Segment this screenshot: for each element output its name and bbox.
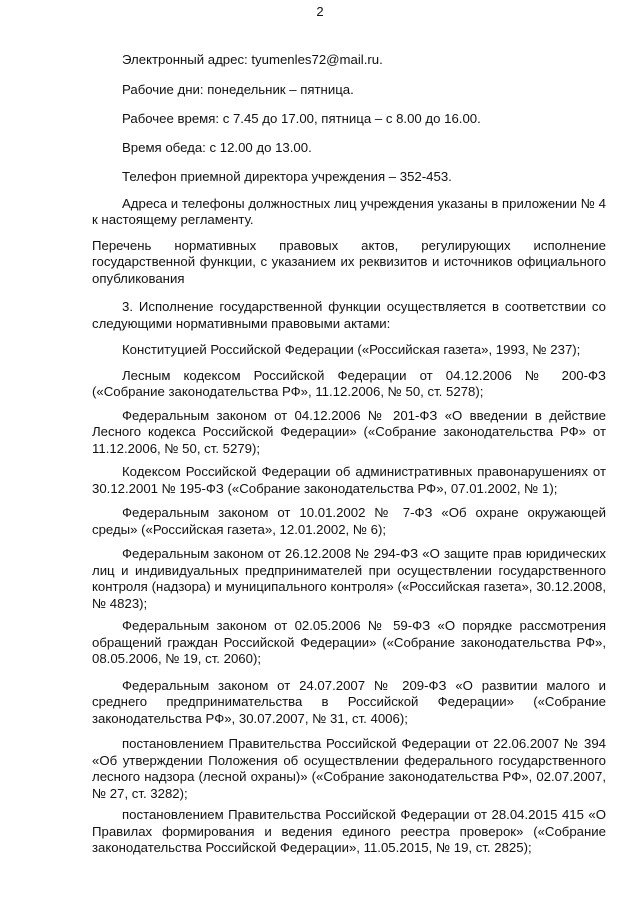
page-number: 2	[316, 4, 324, 19]
lunch-time: Время обеда: с 12.00 до 13.00.	[122, 139, 312, 155]
legal-act-item: Федеральным законом от 04.12.2006 № 201-ФЗ «О введении в действие Лесного кодекса Российской Федерации» («Собрание законодательства РФ» от 11.12.2006, № 50, ст. 5279);	[92, 407, 606, 456]
working-hours: Рабочее время: с 7.45 до 17.00, пятница – с 8.00 до 16.00.	[122, 111, 481, 126]
legal-act-item: Конституцией Российской Федерации («Российская газета», 1993, № 237);	[122, 342, 581, 357]
legal-act-item: Кодексом Российской Федерации об административных правонарушениях от 30.12.2001 № 195-ФЗ («Собрание законодательства РФ», 07.01.2002, № 1);	[92, 464, 606, 496]
contact-email: Электронный адрес: tyumenles72@mail.ru.	[122, 52, 383, 67]
reception-phone: Телефон приемной директора учреждения – 352-453.	[122, 169, 452, 184]
legal-act-item: постановлением Правительства Российской Федерации от 22.06.2007 № 394 «Об утверждении Положения об осуществлении федерального государственного лесного надзора (лесной охраны)» («Собрание законодательства РФ», 02.07.2007, № 27, ст. 3282);	[92, 736, 606, 801]
legal-act-item: Федеральным законом от 10.01.2002 № 7-ФЗ «Об охране окружающей среды» («Российская газета», 12.01.2002, № 6);	[92, 505, 606, 537]
document-body	[92, 52, 606, 857]
clause-3-intro: 3. Исполнение государственной функции осуществляется в соответствии со следующими нормативными правовыми актами:	[92, 299, 606, 331]
legal-act-item: постановлением Правительства Российской Федерации от 28.04.2015 415 «О Правилах формирования и ведения единого реестра проверок» («Собрание законодательства Российской Федерации», 11.05.2015, № 19, ст. 2825);	[92, 807, 606, 855]
legal-act-item: Федеральным законом от 26.12.2008 № 294-ФЗ «О защите прав юридических лиц и индивидуальных предпринимателей при осуществлении государственного контроля (надзора) и муниципального контроля» («Российская газета», 30.12.2008, № 4823);	[92, 546, 606, 611]
officials-contacts-note: Адреса и телефоны должностных лиц учреждения указаны в приложении № 4 к настоящему регламенту.	[92, 195, 606, 227]
section-heading: Перечень нормативных правовых актов, регулирующих исполнение государственной функции, с указанием их реквизитов и источников официального опубликования	[92, 237, 606, 286]
legal-act-item: Лесным кодексом Российской Федерации от 04.12.2006 № 200-ФЗ («Собрание законодательства РФ», 11.12.2006, № 50, ст. 5278);	[92, 367, 606, 399]
legal-act-item: Федеральным законом от 24.07.2007 № 209-ФЗ «О развитии малого и среднего предпринимательства в Российской Федерации» («Собрание законодательства РФ», 30.07.2007, № 31, ст. 4006);	[92, 677, 606, 726]
working-days: Рабочие дни: понедельник – пятница.	[122, 81, 354, 97]
legal-act-item: Федеральным законом от 02.05.2006 № 59-ФЗ «О порядке рассмотрения обращений граждан Российской Федерации» («Собрание законодательства РФ», 08.05.2006, № 19, ст. 2060);	[92, 618, 606, 666]
